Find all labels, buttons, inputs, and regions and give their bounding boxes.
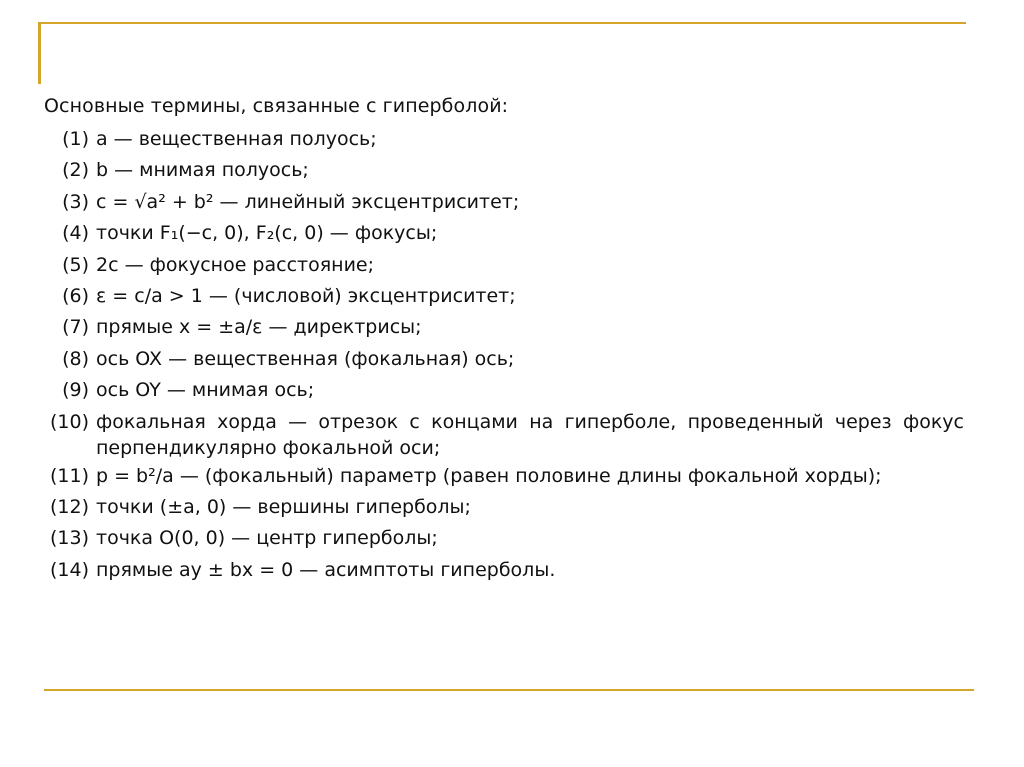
term-text: 2c — фокусное расстояние; [96,253,375,276]
slide-content [44,92,964,586]
term-item-9 [44,375,964,406]
term-number: (14) [49,558,89,581]
term-number: (10) [49,410,89,433]
frame-top-line [38,22,966,24]
term-item-8 [44,344,964,375]
term-item-2 [44,155,964,186]
term-number: (12) [49,496,89,519]
frame-bottom-line [44,689,974,691]
term-number: (1) [62,128,89,150]
term-number: (6) [62,285,89,308]
term-number: (8) [62,347,89,370]
term-text: ось OX — вещественная (фокальная) ось; [96,347,515,370]
term-item-5 [44,250,964,281]
term-item-13 [44,523,964,554]
term-text: прямые x = ±a/ε — директрисы; [96,316,422,339]
term-item-7 [44,312,964,343]
term-text: точки (±a, 0) — вершины гиперболы; [96,496,471,519]
term-text: p = b²/a — (фокальный) параметр (равен половине длины фокальной хорды); [96,464,882,487]
slide-heading: Основные термины, связанные с гиперболой: [44,95,509,117]
term-number: (11) [49,464,89,487]
term-item-10 [44,407,964,461]
term-number: (5) [62,253,89,276]
term-item-1 [44,124,964,155]
term-item-11 [44,461,964,492]
term-item-6 [44,281,964,312]
term-item-3 [44,187,964,218]
term-text: ось OY — мнимая ось; [96,379,315,402]
term-item-4 [44,218,964,249]
term-number: (2) [62,159,89,182]
term-item-12 [44,492,964,523]
term-number: (9) [62,379,89,402]
term-text: ε = c/a > 1 — (числовой) эксцентриситет; [96,285,516,308]
term-text: a — вещественная полуось; [96,128,377,150]
term-text: прямые ay ± bx = 0 — асимптоты гиперболы. [96,558,556,581]
term-text: точки F₁(−c, 0), F₂(c, 0) — фокусы; [96,222,438,245]
term-text: точка O(0, 0) — центр гиперболы; [96,527,438,550]
term-number: (7) [62,316,89,339]
term-text: фокальная хорда — отрезок с концами на гиперболе, проведенный через фокус перпендикулярно фокальной оси; [96,410,964,459]
term-text: b — мнимая полуось; [96,159,309,182]
term-number: (4) [62,222,89,245]
frame-left-line [38,22,41,84]
term-list [44,124,964,586]
term-number: (3) [62,190,89,213]
term-text: c = √a² + b² — линейный эксцентриситет; [96,190,520,213]
term-number: (13) [49,527,89,550]
term-item-14 [44,555,964,586]
